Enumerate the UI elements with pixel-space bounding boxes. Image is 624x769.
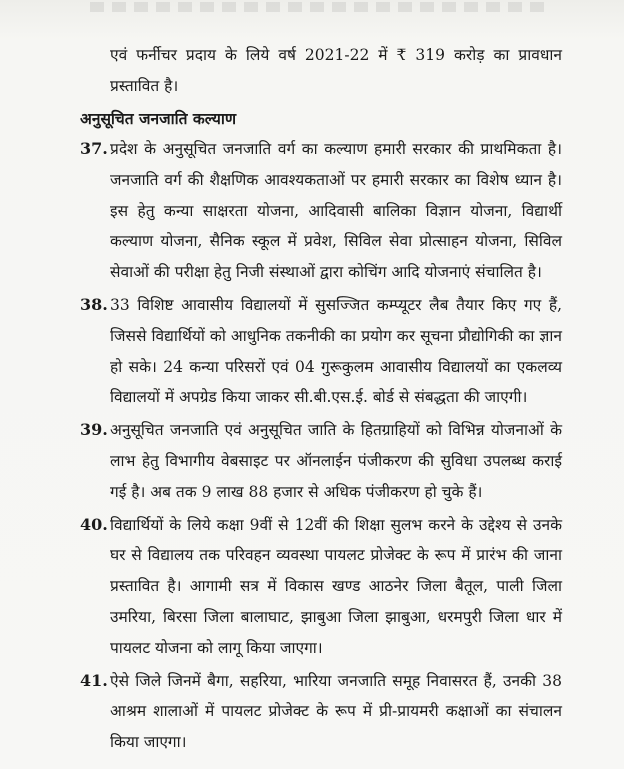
paragraph-number: 40.: [80, 514, 108, 534]
paragraph-37: [80, 134, 562, 288]
paragraph-number: 39.: [80, 420, 108, 440]
paragraph-number: 41.: [80, 670, 108, 690]
paragraph-text: 33 विशिष्ट आवासीय विद्यालयों में सुसज्जित कम्प्यूटर लैब तैयार किए गए हैं, जिससे विद्यार्थियों को आधुनिक तकनीकी का प्रयोग कर सूचना प्रौद्योगिकी का ज्ञान हो सके। 24 कन्या परिसरों एवं 04 गुरूकुलम आवासीय विद्यालयों का एकलव्य विद्यालयों में अपग्रेड किया जाकर सी.बी.एस.ई. बोर्ड से संबद्धता की जाएगी।: [110, 295, 562, 407]
paragraph-39: [80, 415, 562, 507]
paragraph-text: विद्यार्थियों के लिये कक्षा 9वीं से 12वीं की शिक्षा सुलभ करने के उद्देश्य से उनके घर से विद्यालय तक परिवहन व्यवस्था पायलट प्रोजेक्ट के रूप में प्रारंभ की जाना प्रस्तावित है। आगामी सत्र में विकास खण्ड आठनेर जिला बैतूल, पाली जिला उमरिया, बिरसा जिला बालाघाट, झाबुआ जिला झाबुआ, धरमपुरी जिला धार में पायलट योजना को लागू किया जाएगा।: [110, 515, 562, 657]
paragraph-38: [80, 290, 562, 413]
paragraph-number: 37.: [80, 139, 108, 158]
continuation-text: एवं फर्नीचर प्रदाय के लिये वर्ष 2021-22 में ₹ 319 करोड़ का प्रावधान प्रस्तावित है।: [110, 46, 562, 95]
paragraph-number: 38.: [80, 294, 108, 314]
page-content: [80, 40, 562, 760]
bleed-through-text: [90, 2, 550, 12]
paragraph-text: अनुसूचित जनजाति एवं अनुसूचित जाति के हितग्राहियों को विभिन्न योजनाओं के लाभ हेतु विभागीय वेबसाइट पर ऑनलाईन पंजीकरण की सुविधा उपलब्ध कराई गई है। अब तक 9 लाख 88 हजार से अधिक पंजीकरण हो चुके हैं।: [110, 421, 562, 501]
paragraph-text: ऐसे जिले जिनमें बैगा, सहरिया, भारिया जनजाति समूह निवासरत हैं, उनकी 38 आश्रम शालाओं में पायलट प्रोजेक्ट के रूप में प्री-प्रायमरी कक्षाओं का संचालन किया जाएगा।: [110, 671, 562, 752]
paragraph-text: प्रदेश के अनुसूचित जनजाति वर्ग का कल्याण हमारी सरकार की प्राथमिकता है। जनजाति वर्ग की शैक्षणिक आवश्यकताओं पर हमारी सरकार का विशेष ध्यान है। इस हेतु कन्या साक्षरता योजना, आदिवासी बालिका विज्ञान योजना, विद्यार्थी कल्याण योजना, सैनिक स्कूल में प्रवेश, सिविल सेवा प्रोत्साहन योजना, सिविल सेवाओं की परीक्षा हेतु निजी संस्थाओं द्वारा कोचिंग आदि योजनाएं संचालित है।: [110, 140, 562, 282]
section-heading: अनुसूचित जनजाति कल्याण: [80, 109, 237, 128]
paragraph-40: [80, 510, 562, 664]
paragraph-41: [80, 666, 562, 758]
